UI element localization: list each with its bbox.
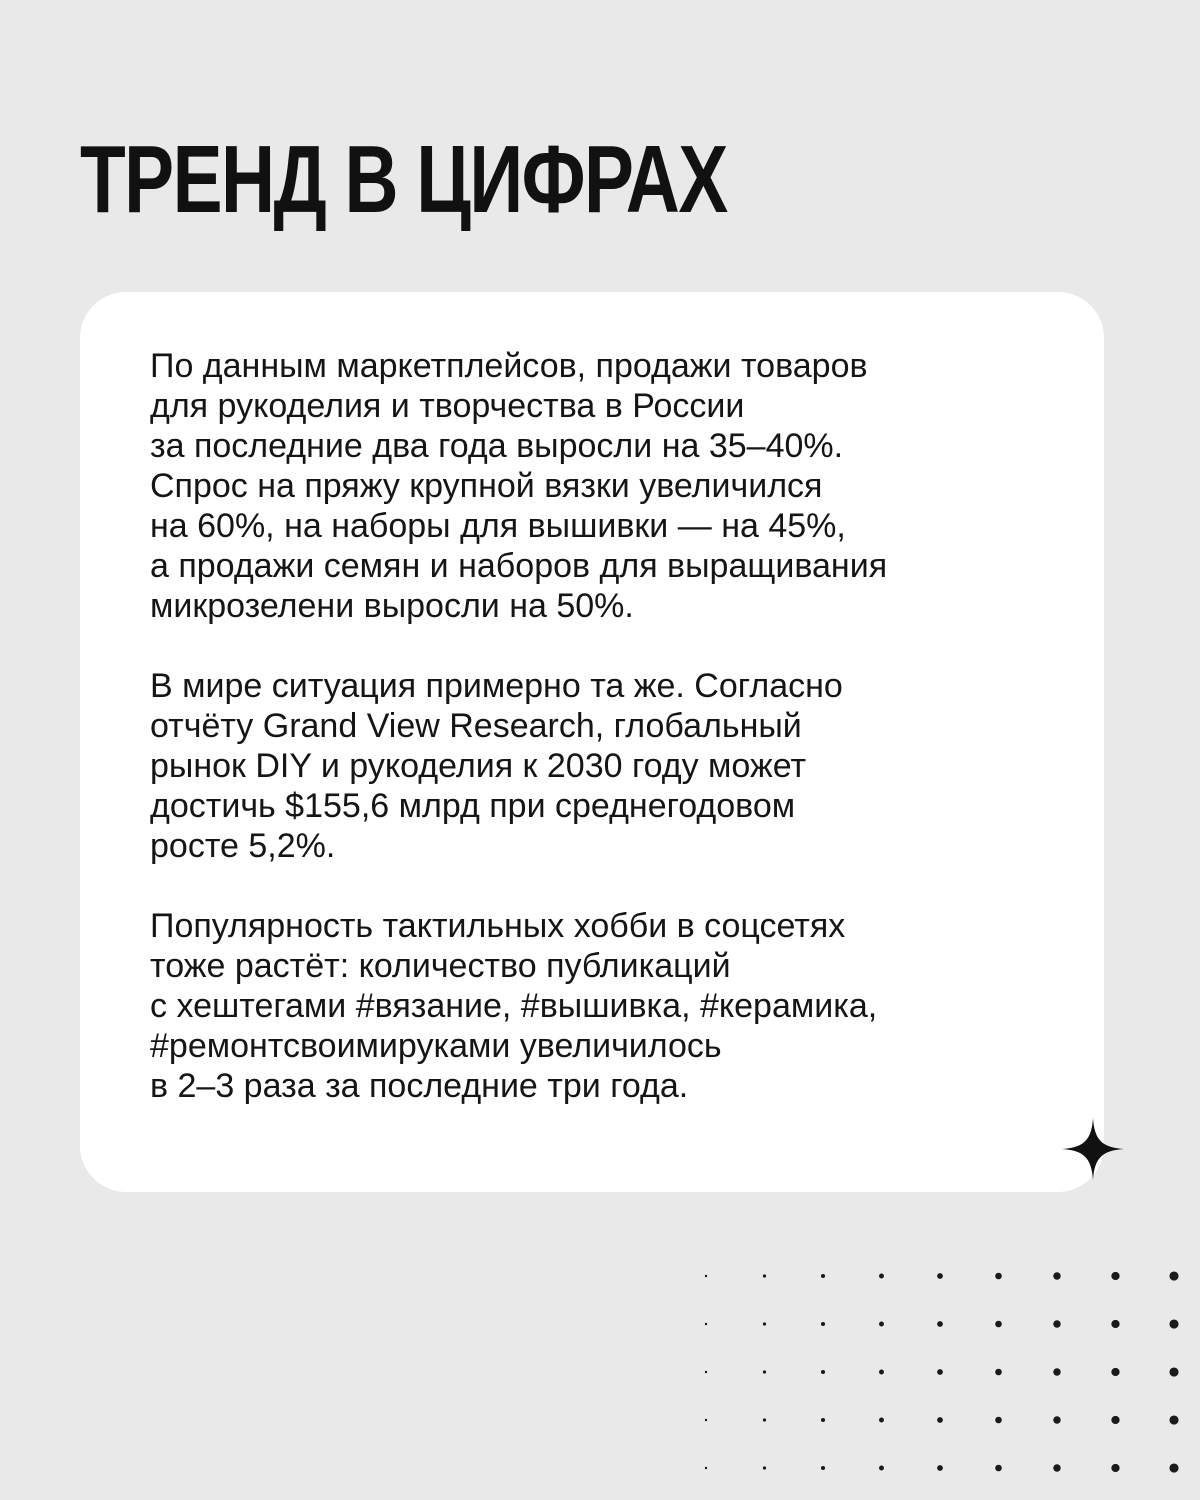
text-line: на 60%, на наборы для вышивки — на 45%,: [150, 507, 846, 545]
grid-dot: [995, 1369, 1002, 1376]
paragraph-world-stats: [150, 666, 1050, 866]
text-line: достичь $155,6 млрд при среднегодовом: [150, 787, 796, 825]
grid-dot: [995, 1321, 1002, 1328]
grid-dot: [705, 1323, 707, 1325]
text-line: с хештегами #вязание, #вышивка, #керамика,: [150, 987, 878, 1025]
grid-dot: [937, 1417, 943, 1423]
grid-dot: [1169, 1367, 1178, 1376]
grid-dot: [705, 1371, 707, 1373]
grid-dot: [821, 1418, 825, 1422]
content-card: [80, 292, 1104, 1192]
text-line: Спрос на пряжу крупной вязки увеличился: [150, 467, 823, 505]
grid-dot: [763, 1370, 766, 1373]
grid-dot: [995, 1417, 1002, 1424]
grid-dot: [1111, 1320, 1119, 1328]
text-line: для рукоделия и творчества в России: [150, 387, 745, 425]
grid-dot: [937, 1321, 943, 1327]
text-line: отчёту Grand View Research, глобальный: [150, 707, 802, 745]
grid-dot: [1169, 1463, 1178, 1472]
grid-dot: [1111, 1272, 1119, 1280]
paragraph-russia-stats: [150, 346, 1050, 626]
grid-dot: [821, 1466, 825, 1470]
grid-dot: [1169, 1415, 1178, 1424]
text-line: тоже растёт: количество публикаций: [150, 947, 731, 985]
text-line: за последние два года выросли на 35–40%.: [150, 427, 844, 465]
grid-dot: [995, 1273, 1002, 1280]
grid-dot: [821, 1274, 825, 1278]
grid-dot: [1053, 1320, 1060, 1327]
grid-dot: [763, 1466, 766, 1469]
text-line: росте 5,2%.: [150, 827, 336, 865]
text-line: По данным маркетплейсов, продажи товаров: [150, 347, 868, 385]
text-line: В мире ситуация примерно та же. Согласно: [150, 667, 843, 705]
four-point-star-icon: [1062, 1118, 1124, 1180]
grid-dot: [1169, 1319, 1178, 1328]
grid-dot: [821, 1370, 825, 1374]
card-text: [150, 346, 1050, 1146]
grid-dot: [1111, 1464, 1119, 1472]
grid-dot: [705, 1419, 707, 1421]
text-line: Популярность тактильных хобби в соцсетях: [150, 907, 846, 945]
grid-dot: [1053, 1416, 1060, 1423]
grid-dot: [763, 1274, 766, 1277]
text-line: #ремонтсвоимируками увеличилось: [150, 1027, 722, 1065]
text-line: в 2–3 раза за последние три года.: [150, 1067, 689, 1105]
grid-dot: [705, 1467, 707, 1469]
paragraph-social-stats: [150, 906, 1050, 1106]
grid-dot: [1053, 1368, 1060, 1375]
grid-dot: [995, 1465, 1002, 1472]
grid-dot: [879, 1466, 884, 1471]
text-line: микрозелени выросли на 50%.: [150, 587, 634, 625]
grid-dot: [1053, 1272, 1060, 1279]
grid-dot: [763, 1322, 766, 1325]
grid-dot: [1111, 1416, 1119, 1424]
text-line: а продажи семян и наборов для выращивания: [150, 547, 888, 585]
grid-dot: [821, 1322, 825, 1326]
grid-dot: [1169, 1271, 1178, 1280]
grid-dot: [937, 1369, 943, 1375]
grid-dot: [1111, 1368, 1119, 1376]
grid-dot: [879, 1418, 884, 1423]
grid-dot: [763, 1418, 766, 1421]
grid-dot: [879, 1370, 884, 1375]
grid-dot: [937, 1465, 943, 1471]
page-title: ТРЕНД В ЦИФРАХ: [80, 126, 727, 233]
text-line: рынок DIY и рукоделия к 2030 году может: [150, 747, 807, 785]
grid-dot: [1053, 1464, 1060, 1471]
grid-dot: [879, 1274, 884, 1279]
grid-dot: [937, 1273, 943, 1279]
grid-dot: [879, 1322, 884, 1327]
grid-dot: [705, 1275, 707, 1277]
dot-grid-decoration: [690, 1250, 1200, 1500]
